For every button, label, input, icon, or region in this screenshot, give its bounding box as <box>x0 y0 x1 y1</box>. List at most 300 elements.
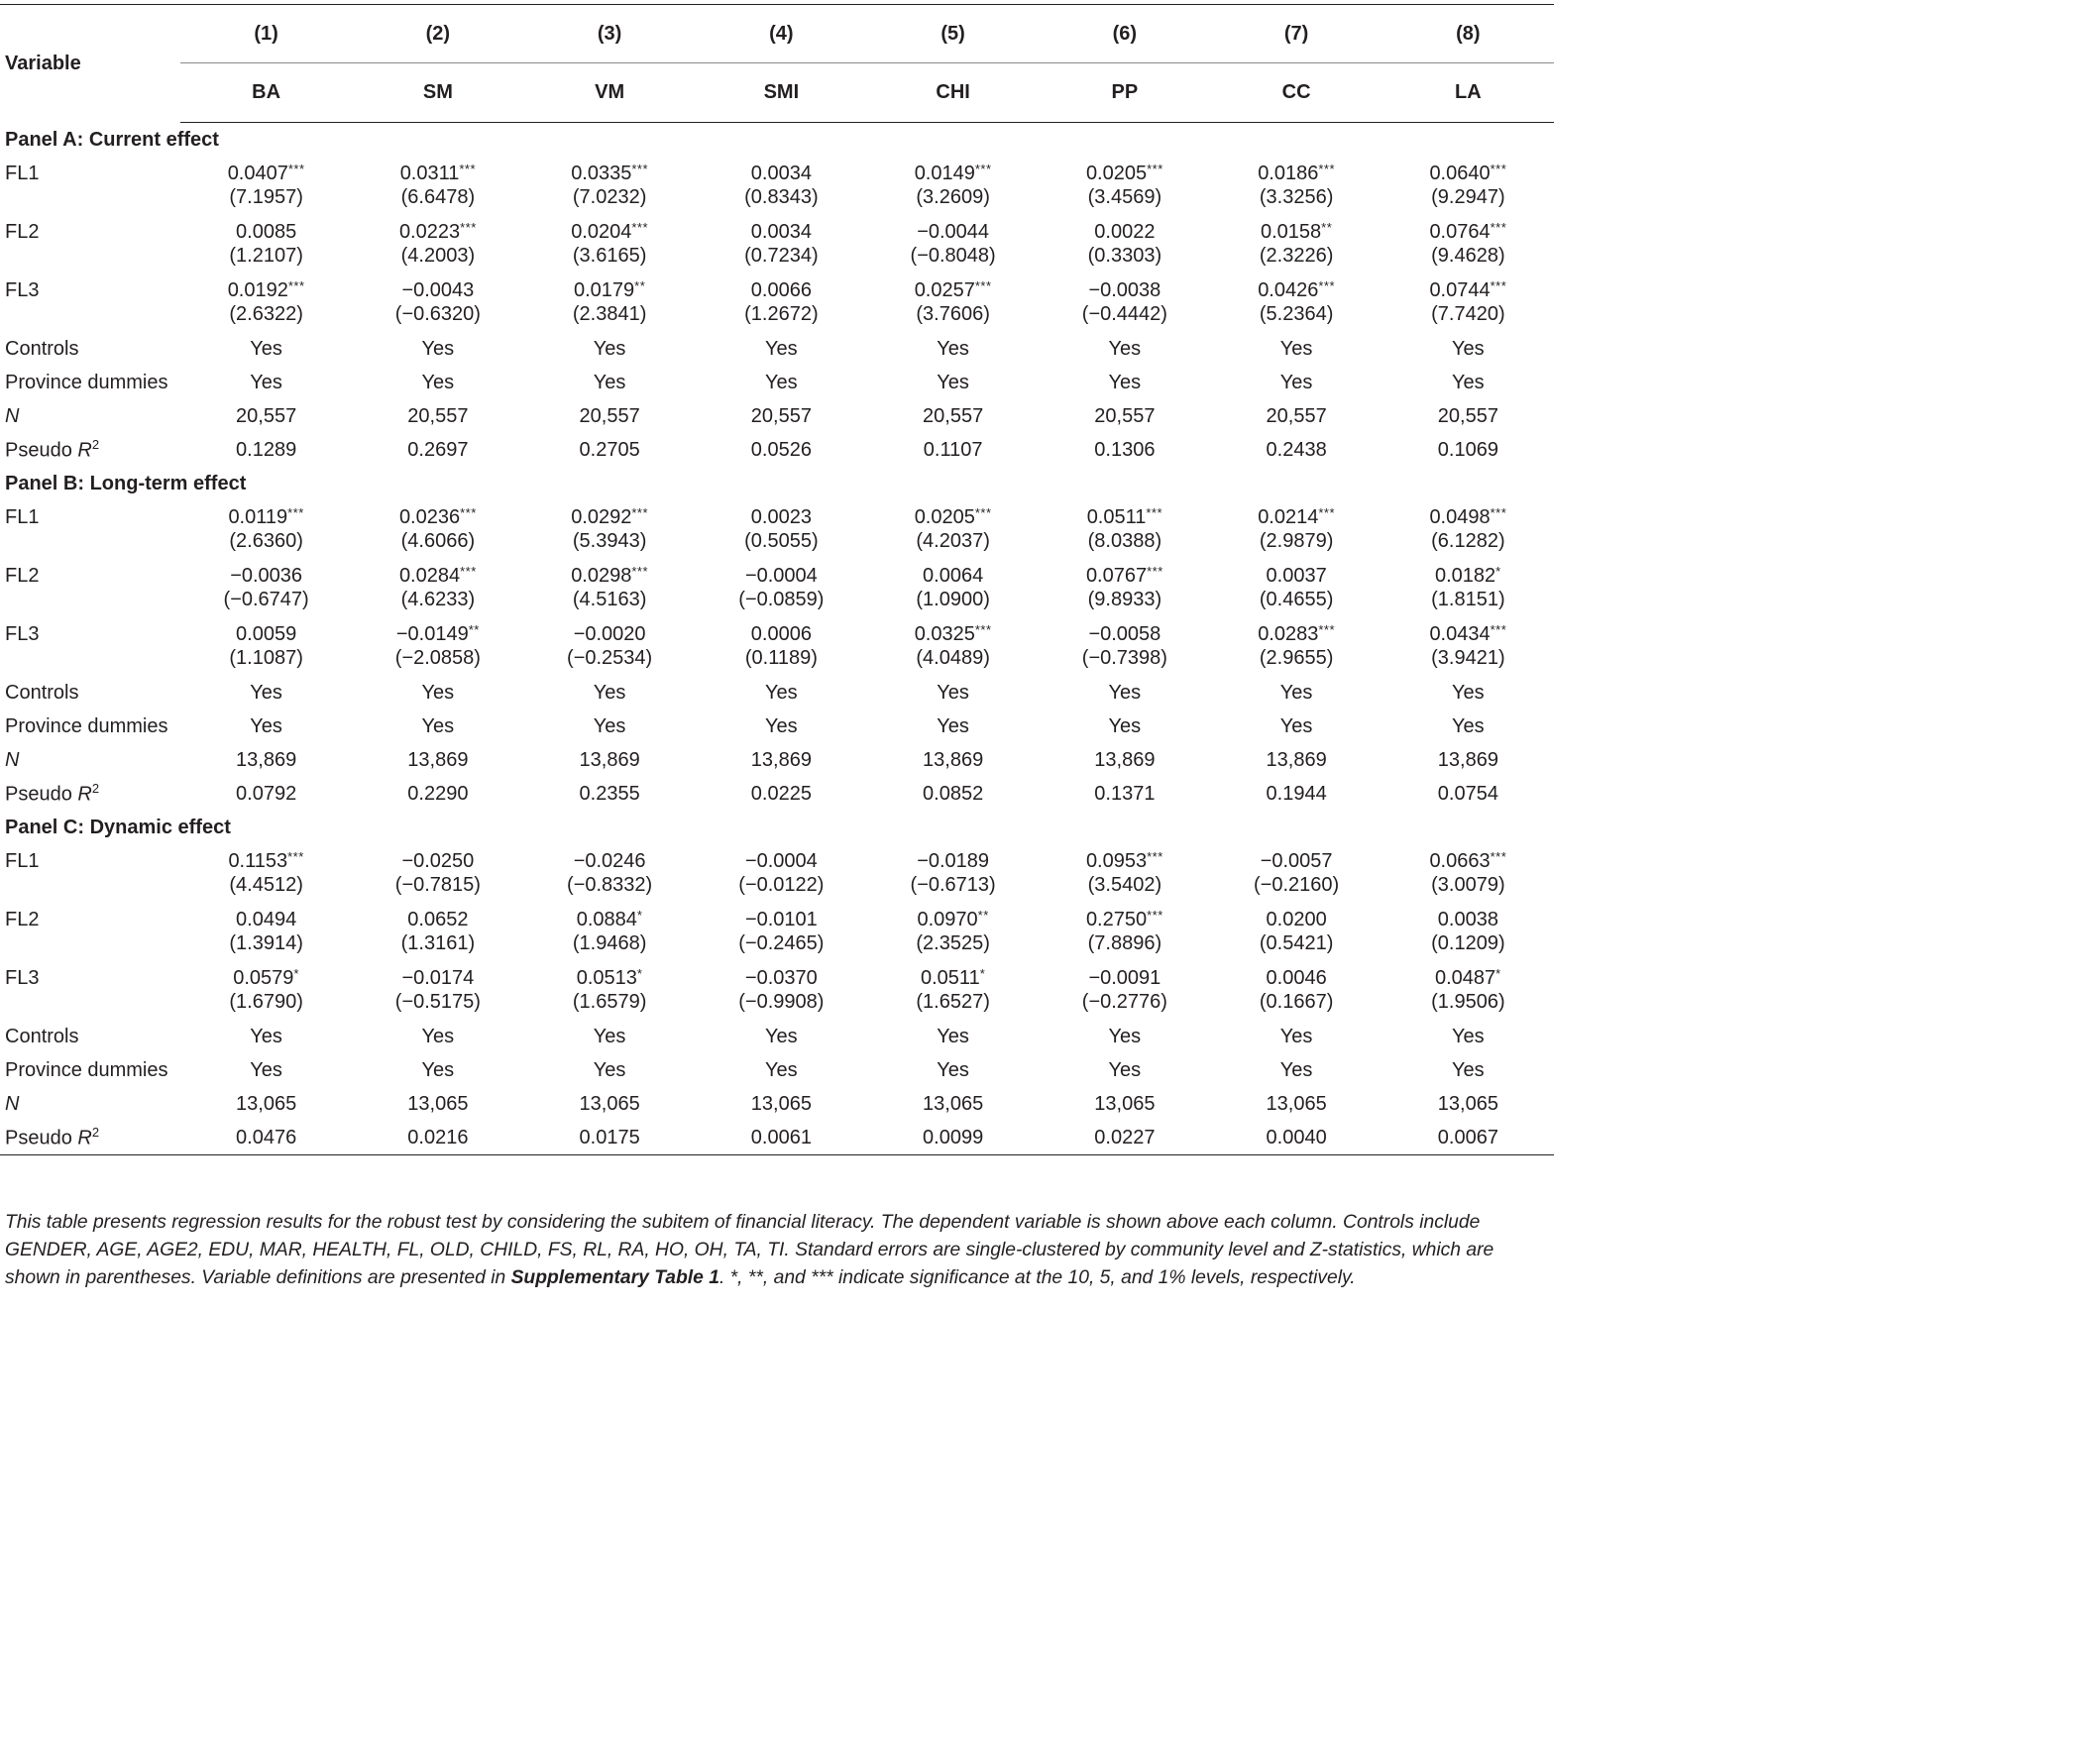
significance-stars: * <box>1495 564 1501 579</box>
z-statistic-cell: (9.4628) <box>1431 245 1505 267</box>
coefficient-cell <box>180 903 352 931</box>
table-header <box>0 5 1554 123</box>
z-statistic-row <box>0 244 1554 273</box>
significance-stars: *** <box>1147 564 1163 579</box>
coefficient-cell <box>696 903 867 931</box>
column-number: (8) <box>1382 5 1554 63</box>
coefficient-cell <box>1382 844 1554 873</box>
significance-stars: *** <box>1146 505 1163 520</box>
z-statistic-cell: (3.7606) <box>916 303 990 325</box>
n-value: 13,065 <box>1094 1092 1156 1115</box>
province-label <box>0 710 180 743</box>
coefficient-cell <box>180 559 352 588</box>
coefficient-value: 0.0513 <box>576 967 637 989</box>
province-value: Yes <box>250 1058 282 1081</box>
coefficient-cell <box>352 157 523 185</box>
significance-stars: *** <box>287 278 305 293</box>
z-statistic-row <box>0 529 1554 559</box>
panel-title: Panel A: Current effect <box>5 128 219 151</box>
controls-value: Yes <box>421 337 455 360</box>
coefficient-cell <box>1039 273 1210 302</box>
coefficient-cell <box>1211 844 1382 873</box>
row-label: FL3 <box>5 279 40 301</box>
row-label-empty <box>0 931 180 961</box>
column-number-row <box>0 5 1554 63</box>
coefficient-value: 0.0059 <box>236 623 297 645</box>
z-statistic-cell: (3.6165) <box>572 245 647 267</box>
z-statistic-cell: (−0.4442) <box>1081 303 1167 325</box>
coefficient-cell <box>1382 903 1554 931</box>
coefficient-value: 0.0325 <box>914 623 975 645</box>
n-value: 13,869 <box>407 748 469 771</box>
coefficient-value: 0.0767 <box>1085 565 1148 587</box>
z-statistic-cell: (4.0489) <box>916 647 990 669</box>
significance-stars: * <box>1495 966 1501 981</box>
z-statistic-cell: (8.0388) <box>1087 530 1162 552</box>
significance-stars: *** <box>1147 849 1163 864</box>
z-statistic-cell: (4.5163) <box>572 589 647 610</box>
footnote-significance-text: . *, **, and *** indicate significance at the 10, 5, and 1% levels, respectively. <box>718 1267 1356 1288</box>
province-value: Yes <box>1279 714 1313 737</box>
r-squared-superscript: 2 <box>91 1125 100 1141</box>
coefficient-value: 0.0511 <box>921 967 980 989</box>
coefficient-cell <box>524 903 696 931</box>
z-statistic-cell: (2.3226) <box>1259 245 1334 267</box>
footnote-supplementary-ref: Supplementary Table 1 <box>510 1267 719 1288</box>
z-statistic-cell: (1.6579) <box>572 991 647 1013</box>
coefficient-cell <box>1382 559 1554 588</box>
coefficient-value: 0.0119 <box>228 506 288 528</box>
province-value: Yes <box>765 1058 798 1081</box>
r-squared-superscript: 2 <box>91 437 100 453</box>
row-label: FL2 <box>5 565 40 587</box>
significance-stars: * <box>979 966 986 981</box>
controls-value: Yes <box>1279 681 1313 704</box>
coefficient-cell <box>352 559 523 588</box>
coefficient-value: −0.0057 <box>1260 850 1333 872</box>
coefficient-value: 0.0426 <box>1258 279 1319 301</box>
r2-label <box>0 777 180 811</box>
r2-value: 0.0852 <box>923 782 984 805</box>
r2-label-text: Pseudo R <box>5 1127 92 1149</box>
coefficient-value: 0.0494 <box>236 909 297 930</box>
z-statistic-cell: (0.7234) <box>744 245 819 267</box>
row-label: FL3 <box>5 623 40 645</box>
coefficient-value: 0.0022 <box>1094 221 1156 243</box>
province-label <box>0 1053 180 1087</box>
controls-value: Yes <box>250 681 282 704</box>
coefficient-cell <box>867 903 1039 931</box>
z-statistic-cell: (4.6233) <box>400 589 476 610</box>
coefficient-cell <box>1211 273 1382 302</box>
panel-title-row <box>0 467 1554 500</box>
coefficient-cell <box>180 844 352 873</box>
row-label: FL2 <box>5 221 40 243</box>
n-label <box>0 399 180 433</box>
controls-value: Yes <box>593 681 626 704</box>
z-statistic-cell: (0.1189) <box>744 647 818 669</box>
coefficient-value: −0.0250 <box>401 850 475 872</box>
z-statistic-cell: (2.6360) <box>229 530 303 552</box>
coefficient-row <box>0 617 1554 646</box>
coefficient-cell <box>867 157 1039 185</box>
province-value: Yes <box>765 714 798 737</box>
z-statistic-cell: (−0.6320) <box>394 303 481 325</box>
significance-stars: *** <box>1318 622 1336 637</box>
z-statistic-row <box>0 588 1554 617</box>
coefficient-row <box>0 500 1554 529</box>
r2-row <box>0 433 1554 467</box>
coefficient-value: 0.0284 <box>398 565 461 587</box>
significance-stars: ** <box>468 622 480 637</box>
coefficient-row <box>0 961 1554 990</box>
coefficient-value: 0.0236 <box>398 506 461 528</box>
n-value: 13,869 <box>750 748 812 771</box>
province-value: Yes <box>250 371 282 393</box>
coefficient-row <box>0 844 1554 873</box>
significance-stars: * <box>293 966 299 981</box>
n-value: 13,869 <box>1437 748 1498 771</box>
coefficient-value: −0.0038 <box>1088 279 1161 301</box>
z-statistic-cell: (−0.8332) <box>567 874 653 896</box>
coefficient-cell <box>180 617 352 646</box>
n-value: 13,869 <box>923 748 984 771</box>
table-body <box>0 123 1554 1155</box>
coefficient-value: 0.0764 <box>1429 221 1491 243</box>
r2-row <box>0 1121 1554 1155</box>
coefficient-value: −0.0036 <box>230 565 303 587</box>
significance-stars: *** <box>460 220 477 235</box>
n-row <box>0 1087 1554 1121</box>
z-statistic-cell: (5.2364) <box>1259 303 1334 325</box>
coefficient-value: 0.0257 <box>914 279 975 301</box>
province-value: Yes <box>1108 1058 1142 1081</box>
z-statistic-row <box>0 646 1554 676</box>
z-statistic-cell: (−0.7815) <box>394 874 481 896</box>
regression-table <box>0 4 1554 1155</box>
significance-stars: *** <box>631 564 649 579</box>
coefficient-value: −0.0020 <box>573 623 646 645</box>
controls-row <box>0 676 1554 710</box>
controls-value: Yes <box>937 681 969 704</box>
coefficient-row <box>0 273 1554 302</box>
coefficient-cell <box>867 273 1039 302</box>
r2-value: 0.2697 <box>407 438 469 461</box>
coefficient-value: 0.0182 <box>1435 565 1496 587</box>
r2-value: 0.1107 <box>923 438 983 461</box>
z-statistic-cell: (5.3943) <box>572 530 647 552</box>
significance-stars: *** <box>1318 162 1336 176</box>
coefficient-cell <box>696 559 867 588</box>
r2-value: 0.1289 <box>236 438 297 461</box>
dependent-variable-header: SM <box>352 63 523 123</box>
coefficient-cell <box>867 500 1039 529</box>
significance-stars: *** <box>459 162 477 176</box>
coefficient-value: −0.0004 <box>744 850 818 872</box>
coefficient-value: 0.0066 <box>750 279 812 301</box>
row-label-empty <box>0 588 180 617</box>
significance-stars: ** <box>977 908 989 923</box>
column-number: (6) <box>1039 5 1210 63</box>
coefficient-value: 0.0038 <box>1437 909 1498 930</box>
coefficient-cell <box>180 273 352 302</box>
coefficient-cell <box>1382 500 1554 529</box>
coefficient-cell <box>1382 215 1554 244</box>
r2-row <box>0 777 1554 811</box>
controls-value: Yes <box>1279 337 1313 360</box>
coefficient-cell <box>1039 157 1210 185</box>
row-label-empty <box>0 646 180 676</box>
z-statistic-cell: (0.1209) <box>1431 932 1505 954</box>
row-label: FL2 <box>5 909 40 930</box>
controls-label <box>0 332 180 366</box>
row-label: FL3 <box>5 967 40 989</box>
significance-stars: *** <box>631 220 649 235</box>
z-statistic-row <box>0 185 1554 215</box>
dependent-variable-header: LA <box>1382 63 1554 123</box>
significance-stars: *** <box>1147 908 1163 923</box>
significance-stars: *** <box>1490 849 1507 864</box>
controls-value: Yes <box>765 337 798 360</box>
significance-stars: *** <box>287 505 304 520</box>
r2-value: 0.2705 <box>579 438 640 461</box>
controls-value: Yes <box>1108 681 1142 704</box>
controls-value: Yes <box>1452 1025 1485 1047</box>
significance-stars: *** <box>974 278 992 293</box>
significance-stars: *** <box>631 162 649 176</box>
coefficient-value: −0.0058 <box>1088 623 1161 645</box>
z-statistic-cell: (7.0232) <box>572 186 647 208</box>
coefficient-value: −0.0370 <box>744 967 818 989</box>
coefficient-cell <box>1382 273 1554 302</box>
controls-value: Yes <box>250 337 282 360</box>
r2-label <box>0 433 180 467</box>
z-statistic-cell: (−0.8048) <box>910 245 996 267</box>
row-label-empty <box>0 529 180 559</box>
coefficient-cell <box>1382 961 1554 990</box>
r2-value: 0.0067 <box>1382 1121 1554 1155</box>
n-value: 20,557 <box>750 404 812 427</box>
coefficient-cell <box>1039 215 1210 244</box>
controls-value: Yes <box>1279 1025 1313 1047</box>
coefficient-cell <box>180 157 352 185</box>
coefficient-cell <box>867 844 1039 873</box>
significance-stars: *** <box>460 564 477 579</box>
dependent-variable-row <box>0 63 1554 123</box>
coefficient-value: 0.1153 <box>228 850 288 872</box>
row-label-empty <box>0 873 180 903</box>
coefficient-cell <box>1039 903 1210 931</box>
z-statistic-cell: (9.2947) <box>1431 186 1505 208</box>
controls-value: Yes <box>421 1025 455 1047</box>
panel-title: Panel B: Long-term effect <box>5 472 247 494</box>
n-value: 13,065 <box>407 1092 469 1115</box>
coefficient-value: 0.0200 <box>1266 909 1327 930</box>
n-value: 13,065 <box>1266 1092 1327 1115</box>
z-statistic-cell: (1.6527) <box>916 991 990 1013</box>
z-statistic-cell: (−0.2776) <box>1081 991 1167 1013</box>
coefficient-value: 0.0311 <box>399 163 460 184</box>
z-statistic-cell: (−0.5175) <box>394 991 481 1013</box>
province-value: Yes <box>1108 714 1142 737</box>
z-statistic-cell: (1.2107) <box>229 245 303 267</box>
coefficient-value: 0.0023 <box>750 506 812 528</box>
z-statistic-cell: (4.6066) <box>400 530 476 552</box>
z-statistic-cell: (0.4655) <box>1259 589 1334 610</box>
significance-stars: * <box>636 908 643 923</box>
controls-value: Yes <box>937 1025 969 1047</box>
coefficient-value: 0.0205 <box>914 506 975 528</box>
coefficient-cell <box>867 559 1039 588</box>
n-row <box>0 399 1554 433</box>
province-value: Yes <box>1452 1058 1485 1081</box>
z-statistic-row <box>0 873 1554 903</box>
coefficient-value: 0.0407 <box>227 163 288 184</box>
coefficient-cell <box>696 215 867 244</box>
controls-value: Yes <box>1452 337 1485 360</box>
province-label <box>0 366 180 399</box>
significance-stars: *** <box>287 849 304 864</box>
n-label-text: N <box>5 1092 20 1115</box>
r2-value: 0.1069 <box>1437 438 1498 461</box>
row-label: FL1 <box>5 850 40 872</box>
z-statistic-cell: (2.3525) <box>916 932 990 954</box>
z-statistic-row <box>0 302 1554 332</box>
dependent-variable-header: SMI <box>696 63 867 123</box>
z-statistic-cell: (−0.2160) <box>1254 874 1340 896</box>
coefficient-cell <box>696 961 867 990</box>
coefficient-value: 0.0034 <box>750 163 812 184</box>
z-statistic-cell: (3.5402) <box>1087 874 1162 896</box>
controls-value: Yes <box>250 1025 282 1047</box>
z-statistic-cell: (2.3841) <box>572 303 647 325</box>
coefficient-row <box>0 903 1554 931</box>
dependent-variable-header: VM <box>524 63 696 123</box>
coefficient-value: −0.0004 <box>744 565 818 587</box>
significance-stars: *** <box>1490 220 1507 235</box>
significance-stars: ** <box>1321 220 1333 235</box>
z-statistic-cell: (1.3161) <box>400 932 476 954</box>
n-value: 20,557 <box>1437 404 1498 427</box>
province-label-text: Province dummies <box>5 714 168 737</box>
coefficient-value: 0.0204 <box>571 221 632 243</box>
n-value: 20,557 <box>236 404 297 427</box>
controls-value: Yes <box>937 337 969 360</box>
n-value: 13,065 <box>750 1092 812 1115</box>
coefficient-value: 0.0283 <box>1258 623 1319 645</box>
coefficient-cell <box>867 961 1039 990</box>
coefficient-value: −0.0246 <box>573 850 646 872</box>
coefficient-cell <box>352 500 523 529</box>
significance-stars: *** <box>287 162 305 176</box>
z-statistic-cell: (1.3914) <box>229 932 303 954</box>
controls-label <box>0 1020 180 1053</box>
controls-value: Yes <box>593 337 626 360</box>
province-value: Yes <box>1279 1058 1313 1081</box>
z-statistic-cell: (−0.9908) <box>738 991 825 1013</box>
r2-value: 0.2290 <box>407 782 469 805</box>
z-statistic-cell: (3.3256) <box>1259 186 1334 208</box>
z-statistic-cell: (1.1087) <box>229 647 303 669</box>
z-statistic-cell: (−0.7398) <box>1081 647 1167 669</box>
z-statistic-cell: (1.0900) <box>916 589 990 610</box>
significance-stars: *** <box>974 505 992 520</box>
z-statistic-cell: (2.6322) <box>229 303 303 325</box>
coefficient-cell <box>1382 617 1554 646</box>
province-value: Yes <box>937 371 969 393</box>
coefficient-value: 0.0487 <box>1435 967 1496 989</box>
coefficient-cell <box>696 157 867 185</box>
coefficient-value: −0.0091 <box>1088 967 1161 989</box>
coefficient-row <box>0 215 1554 244</box>
z-statistic-cell: (7.8896) <box>1087 932 1162 954</box>
coefficient-value: 0.0298 <box>571 565 632 587</box>
z-statistic-cell: (−0.6747) <box>223 589 309 610</box>
r2-value: 0.0227 <box>1039 1121 1210 1155</box>
coefficient-value: 0.0640 <box>1429 163 1491 184</box>
n-value: 20,557 <box>1094 404 1156 427</box>
z-statistic-cell: (1.9506) <box>1431 991 1505 1013</box>
n-value: 20,557 <box>407 404 469 427</box>
column-number: (7) <box>1211 5 1382 63</box>
coefficient-cell <box>524 215 696 244</box>
province-value: Yes <box>1279 371 1313 393</box>
row-label-empty <box>0 244 180 273</box>
controls-label-text: Controls <box>5 1025 79 1047</box>
r2-value: 0.0099 <box>867 1121 1039 1155</box>
coefficient-cell <box>1211 215 1382 244</box>
coefficient-value: 0.0652 <box>407 909 469 930</box>
coefficient-cell <box>180 961 352 990</box>
coefficient-cell <box>1211 500 1382 529</box>
z-statistic-row <box>0 931 1554 961</box>
province-value: Yes <box>421 371 455 393</box>
coefficient-value: 0.0186 <box>1258 163 1319 184</box>
significance-stars: *** <box>1490 162 1507 176</box>
coefficient-value: 0.0149 <box>914 163 975 184</box>
panel-title: Panel C: Dynamic effect <box>5 816 231 838</box>
z-statistic-cell: (2.9655) <box>1259 647 1334 669</box>
column-number: (3) <box>524 5 696 63</box>
controls-value: Yes <box>765 681 798 704</box>
coefficient-value: 0.0006 <box>750 623 812 645</box>
controls-value: Yes <box>593 1025 626 1047</box>
coefficient-value: 0.0037 <box>1266 565 1327 587</box>
z-statistic-cell: (−2.0858) <box>394 647 481 669</box>
z-statistic-cell: (3.2609) <box>916 186 990 208</box>
coefficient-cell <box>1382 157 1554 185</box>
coefficient-cell <box>524 961 696 990</box>
z-statistic-cell: (3.4569) <box>1087 186 1162 208</box>
coefficient-cell <box>524 617 696 646</box>
n-value: 13,065 <box>236 1092 297 1115</box>
z-statistic-cell: (1.2672) <box>744 303 819 325</box>
r2-value: 0.1944 <box>1266 782 1327 805</box>
variable-header: Variable <box>0 5 180 123</box>
coefficient-cell <box>524 157 696 185</box>
coefficient-value: 0.0884 <box>576 909 637 930</box>
controls-label <box>0 676 180 710</box>
coefficient-cell <box>352 617 523 646</box>
significance-stars: *** <box>974 622 992 637</box>
controls-value: Yes <box>1452 681 1485 704</box>
n-value: 13,065 <box>1437 1092 1498 1115</box>
province-row <box>0 710 1554 743</box>
province-row <box>0 1053 1554 1087</box>
r2-label-text: Pseudo R <box>5 783 92 806</box>
r2-value: 0.0061 <box>696 1121 867 1155</box>
significance-stars: *** <box>1490 505 1507 520</box>
